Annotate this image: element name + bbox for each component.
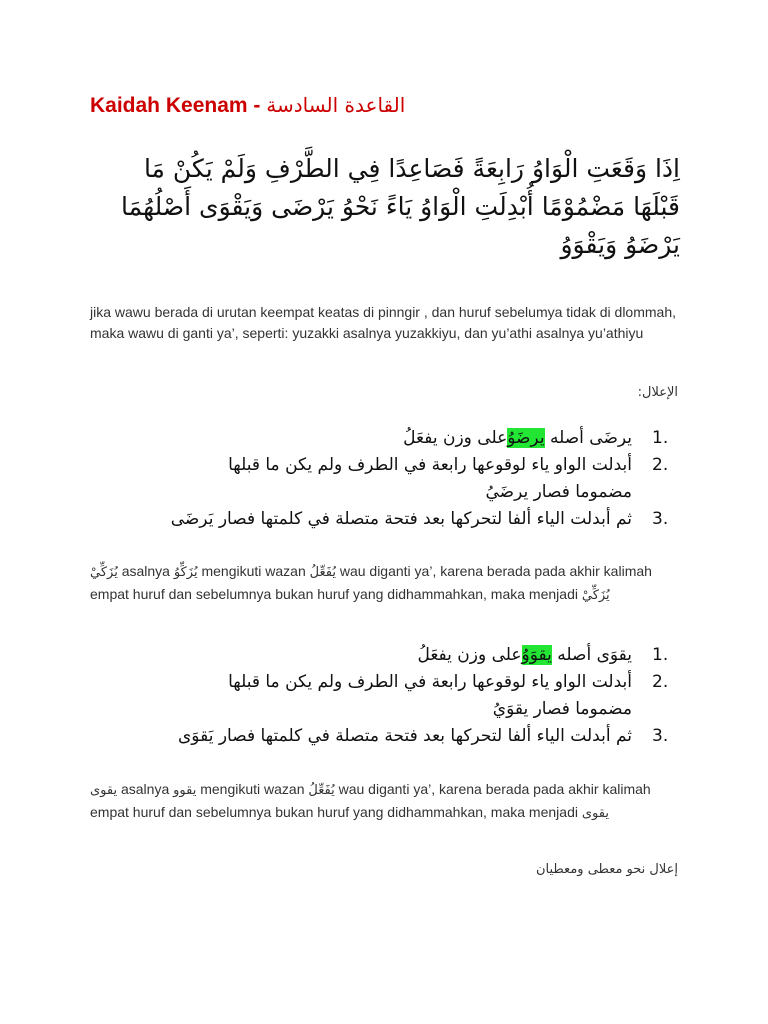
para-text: wau diganti ya’, karena berada pada akhir kalimah empat huruf dan sebelumnya bukan huruf yang didhammahkan, maka menjadi xyxy=(90,781,651,820)
title-arabic: القاعدة السادسة xyxy=(266,93,406,117)
item-text: أبدلت الواو ياء لوقوعها رابعة في الطرف ولم يكن ما قبلها xyxy=(228,672,632,692)
footer-heading: إعلال نحو معطى ومعطيان xyxy=(535,862,678,877)
list-item xyxy=(90,642,680,669)
rule-verse xyxy=(88,150,680,264)
explanation-paragraph-yuzakki xyxy=(90,561,680,606)
highlighted-word: يقوَوُ xyxy=(521,645,552,665)
list-item xyxy=(90,723,680,750)
verse-line: يَرْضَوُ وَيَقْوَوُ xyxy=(560,230,680,259)
list-number: 3. xyxy=(652,726,669,746)
list-item xyxy=(90,669,680,723)
list-number: 1. xyxy=(652,645,669,665)
intro-paragraph: jika wawu berada di urutan keempat keatas di pinngir , dan huruf sebelumya tidak di dlommah, maka wawu di ganti ya’, seperti: yuzakki asalnya yuzakkiyu, dan yu’athi asalnya yu’athiyu xyxy=(90,304,676,341)
explanation-paragraph-yaqwa xyxy=(90,779,680,824)
arabic-word: يُزَكِّيْ xyxy=(581,587,610,603)
ilal-list-yaqwa xyxy=(90,642,680,750)
arabic-word: يُفَعِّلُ xyxy=(309,565,336,580)
ilal-label: الإعلال: xyxy=(637,385,678,400)
list-number: 1. xyxy=(652,428,669,448)
list-item xyxy=(90,452,680,506)
item-text: على وزن يفعَلُ xyxy=(417,645,522,665)
highlighted-word: يرضَوُ xyxy=(507,428,545,448)
arabic-word: يُزَكِّيْ xyxy=(90,565,118,580)
para-text: mengikuti wazan xyxy=(196,781,309,797)
list-number: 2. xyxy=(652,455,669,475)
arabic-word: يقوى xyxy=(90,783,118,798)
item-text: على وزن يفعَلُ xyxy=(403,428,508,448)
item-text: ثم أبدلت الياء ألفا لتحركها بعد فتحة متصلة في كلمتها فصار يَرضَى xyxy=(170,509,632,529)
item-text: ثم أبدلت الياء ألفا لتحركها بعد فتحة متصلة في كلمتها فصار يَقوَى xyxy=(178,726,632,746)
item-text: يرضَى أصله xyxy=(544,428,632,448)
item-text: مضموما فصار يقوَيُ xyxy=(492,699,632,719)
verse-line: قَبْلَهَا مَضْمُوْمًا أُبْدِلَتِ الْوَاوُ يَاءً نَحْوُ يَرْضَى وَيَقْوَى أَصْلُهُمَا xyxy=(121,192,680,221)
para-text: mengikuti wazan xyxy=(197,563,310,579)
list-number: 2. xyxy=(652,672,669,692)
ilal-list-yardha xyxy=(90,425,680,533)
list-item xyxy=(90,506,680,533)
arabic-word: يُزَكِّوُ xyxy=(173,565,198,580)
title-latin: Kaidah Keenam - xyxy=(90,94,267,117)
page-title xyxy=(90,93,690,118)
verse-line: اِذَا وَقَعَتِ الْوَاوُ رَابِعَةً فَصَاعِدًا فِي الطَّرْفِ وَلَمْ يَكُنْ مَا xyxy=(143,154,680,183)
item-text: أبدلت الواو ياء لوقوعها رابعة في الطرف ولم يكن ما قبلها xyxy=(228,455,632,475)
arabic-word: يقوى xyxy=(581,805,609,821)
list-number: 3. xyxy=(652,509,669,529)
item-text: يقوَى أصله xyxy=(551,645,632,665)
para-text: wau diganti ya’, karena berada pada akhir kalimah empat huruf dan sebelumnya bukan huruf yang didhammahkan, maka menjadi xyxy=(90,563,652,602)
arabic-word: يُفَعِّلُ xyxy=(308,783,335,798)
item-text: مضموما فصار يرضَيُ xyxy=(485,482,632,502)
list-item xyxy=(90,425,680,452)
para-text: asalnya xyxy=(117,781,174,797)
arabic-word: يقوو xyxy=(173,783,197,798)
para-text: asalnya xyxy=(117,563,174,579)
